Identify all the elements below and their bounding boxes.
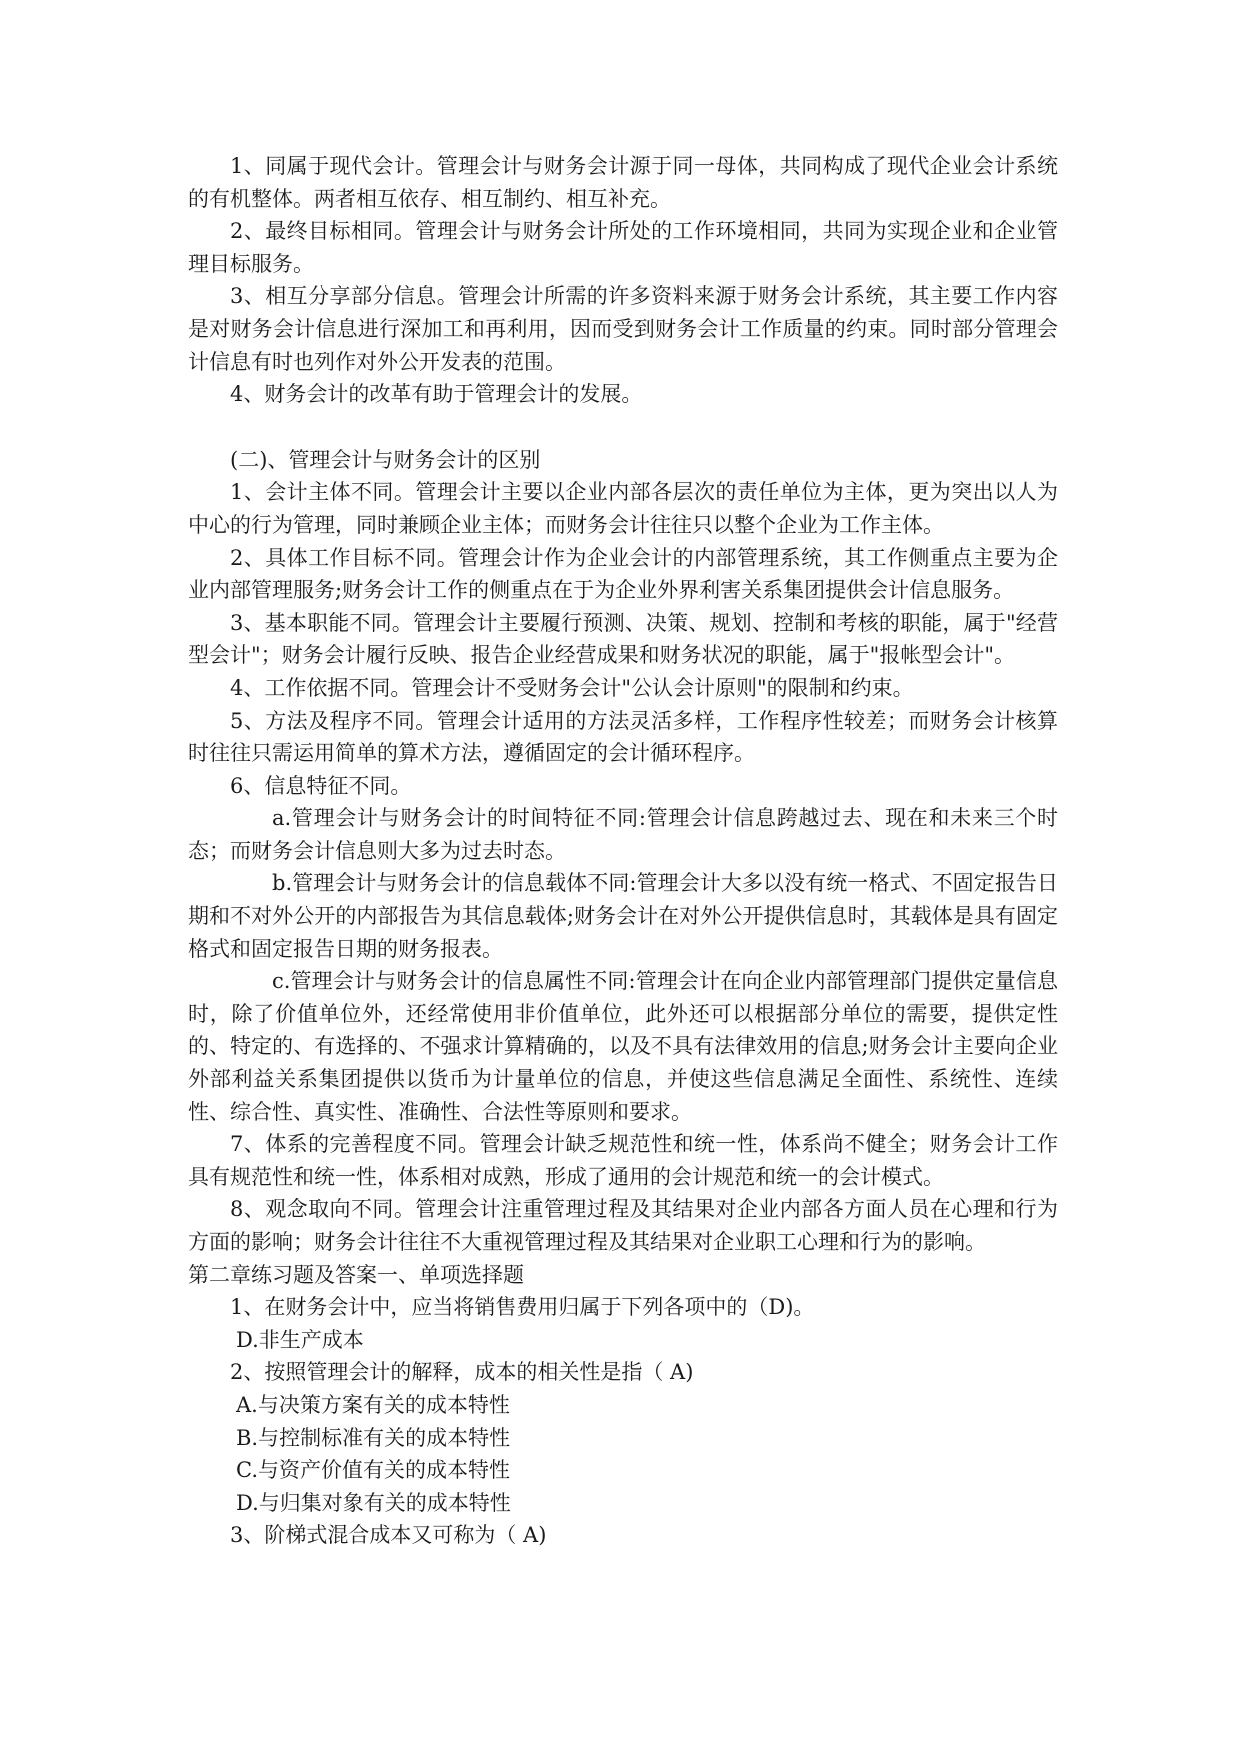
question-2-option-c: C.与资产价值有关的成本特性 (236, 1458, 510, 1483)
paragraph-difference-3: 3、基本职能不同。管理会计主要履行预测、决策、规划、控制和考核的职能，属于"经营型会计"；财务会计履行反映、报告企业经营成果和财务状况的职能，属于"报帐型会计"。 (188, 610, 1058, 668)
paragraph-difference-1: 1、会计主体不同。管理会计主要以企业内部各层次的责任单位为主体，更为突出以人为中心的行为管理，同时兼顾企业主体；而财务会计往往只以整个企业为工作主体。 (188, 480, 1058, 537)
question-2-option-a: A.与决策方案有关的成本特性 (236, 1392, 510, 1417)
paragraph-difference-6b: b.管理会计与财务会计的信息载体不同:管理会计大多以没有统一格式、不固定报告日期和不对外公开的内部报告为其信息载体;财务会计在对外公开提供信息时，其载体是具有固定格式和固定报告日期的财务报表。 (188, 871, 1058, 961)
section-heading-differences: (二)、管理会计与财务会计的区别 (230, 447, 541, 472)
question-1-option-d: D.非生产成本 (236, 1327, 364, 1352)
paragraph-difference-6a: a.管理会计与财务会计的时间特征不同:管理会计信息跨越过去、现在和未来三个时态；而财务会计信息则大多为过去时态。 (188, 806, 1058, 863)
paragraph-difference-6c: c.管理会计与财务会计的信息属性不同:管理会计在向企业内部管理部门提供定量信息时，除了价值单位外，还经常使用非价值单位，此外还可以根据部分单位的需要，提供定性的、特定的、有选择的、不强求计算精确的，以及不具有法律效用的信息;财务会计主要向企业外部利益关系集团提供以货币为计量单位的信息，并使这些信息满足全面性、系统性、连续性、综合性、真实性、准确性、合法性等原则和要求。 (188, 969, 1058, 1124)
paragraph-similarity-3: 3、相互分享部分信息。管理会计所需的许多资料来源于财务会计系统，其主要工作内容是对财务会计信息进行深加工和再利用，因而受到财务会计工作质量的约束。同时部分管理会计信息有时也列作对外公开发表的范围。 (188, 284, 1058, 374)
question-2-option-b: B.与控制标准有关的成本特性 (236, 1425, 511, 1450)
question-2-option-d: D.与归集对象有关的成本特性 (236, 1490, 511, 1515)
document-page (188, 150, 1058, 1552)
paragraph-difference-5: 5、方法及程序不同。管理会计适用的方法灵活多样，工作程序性较差；而财务会计核算时往往只需运用简单的算术方法，遵循固定的会计循环程序。 (188, 708, 1058, 766)
paragraph-difference-8: 8、观念取向不同。管理会计注重管理过程及其结果对企业内部各方面人员在心理和行为方面的影响；财务会计往往不大重视管理过程及其结果对企业职工心理和行为的影响。 (188, 1197, 1058, 1254)
paragraph-similarity-2: 2、最终目标相同。管理会计与财务会计所处的工作环境相同，共同为实现企业和企业管理目标服务。 (188, 219, 1058, 276)
paragraph-difference-7: 7、体系的完善程度不同。管理会计缺乏规范性和统一性，体系尚不健全；财务会计工作具有规范性和统一性，体系相对成熟，形成了通用的会计规范和统一的会计模式。 (188, 1132, 1058, 1189)
question-3: 3、阶梯式混合成本又可称为（ A) (230, 1523, 547, 1548)
paragraph-difference-6: 6、信息特征不同。 (230, 773, 412, 798)
question-2: 2、按照管理会计的解释，成本的相关性是指（ A) (230, 1360, 694, 1385)
paragraph-difference-4: 4、工作依据不同。管理会计不受财务会计"公认会计原则"的限制和约束。 (230, 675, 914, 700)
question-1: 1、在财务会计中，应当将销售费用归属于下列各项中的（D)。 (230, 1295, 815, 1320)
paragraph-similarity-1: 1、同属于现代会计。管理会计与财务会计源于同一母体，共同构成了现代企业会计系统的有机整体。两者相互依存、相互制约、相互补充。 (188, 154, 1058, 211)
paragraph-difference-2: 2、具体工作目标不同。管理会计作为企业会计的内部管理系统，其工作侧重点主要为企业内部管理服务;财务会计工作的侧重点在于为企业外界利害关系集团提供会计信息服务。 (188, 545, 1058, 603)
paragraph-similarity-4: 4、财务会计的改革有助于管理会计的发展。 (230, 382, 643, 407)
chapter-heading: 第二章练习题及答案一、单项选择题 (188, 1262, 524, 1287)
